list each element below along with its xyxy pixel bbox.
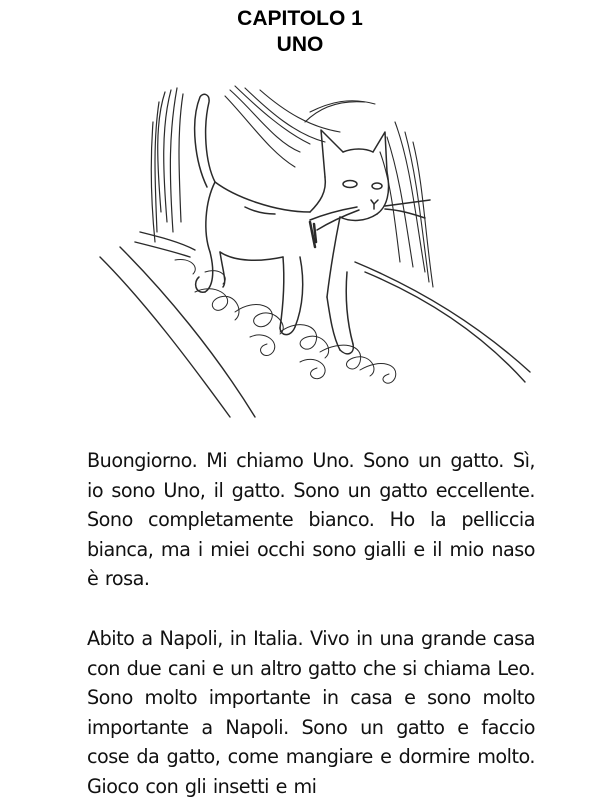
wall-strokes-top: [225, 86, 375, 167]
chapter-number: CAPITOLO 1: [237, 7, 363, 30]
story-text: [87, 446, 535, 800]
chapter-title: UNO: [276, 33, 324, 56]
cat-sketch-icon: [95, 82, 535, 422]
chapter-heading: [0, 6, 600, 58]
tangled-yarn: [175, 259, 396, 383]
floor-lines: [100, 232, 530, 417]
wall-strokes-left: [151, 88, 183, 242]
wall-strokes-right: [380, 122, 433, 287]
paragraph-2: Abito a Napoli, in Italia. Vivo in una grande casa con due cani e un altro gatto che si chiama Leo. Sono molto importante in casa e sono molto importante a Napoli. Sono un gatto e faccio cose da gatto, come mangiare e dormire molto. Gioco con gli insetti e mi: [87, 626, 535, 798]
paragraph-1: Buongiorno. Mi chiamo Uno. Sono un gatto. Sì, io sono Uno, il gatto. Sono un gatto eccellente. Sono completamente bianco. Ho la pelliccia bianca, ma i miei occhi sono gialli e il mio naso è rosa.: [87, 449, 535, 591]
